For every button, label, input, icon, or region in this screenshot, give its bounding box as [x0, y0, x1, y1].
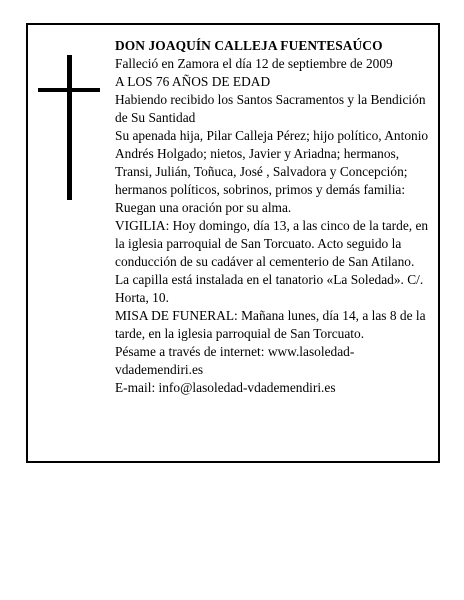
cross-vertical-bar: [67, 55, 72, 200]
cross-icon: [38, 55, 100, 200]
cross-horizontal-bar: [38, 88, 100, 92]
age-line: A LOS 76 AÑOS DE EDAD: [115, 74, 271, 89]
prayer-request: Ruegan una oración por su alma.: [115, 200, 292, 215]
obituary-notice: [26, 23, 440, 463]
condolences-web: Pésame a través de internet: www.lasoledad-vdademendiri.es: [115, 344, 355, 377]
death-date-line: Falleció en Zamora el día 12 de septiembre de 2009: [115, 56, 393, 71]
family-list: Su apenada hija, Pilar Calleja Pérez; hijo político, Antonio Andrés Holgado; nietos, Javier y Ariadna; hermanos, Transi, Julián, Toñuca, José , Salvadora y Concepción; hermanos políticos, sobrinos, primos y demás familia:: [115, 128, 429, 197]
vigil-info: VIGILIA: Hoy domingo, día 13, a las cinco de la tarde, en la iglesia parroquial de San Torcuato. Acto seguido la conducción de su cadáver al cementerio de San Atilano.: [115, 218, 429, 269]
chapel-info: La capilla está instalada en el tanatorio «La Soledad». C/. Horta, 10.: [115, 272, 424, 305]
contact-email: E-mail: info@lasoledad-vdademendiri.es: [115, 380, 336, 395]
deceased-name: DON JOAQUÍN CALLEJA FUENTESAÚCO: [115, 38, 383, 53]
sacraments-line: Habiendo recibido los Santos Sacramentos y la Bendición de Su Santidad: [115, 92, 426, 125]
notice-text: [115, 37, 435, 397]
funeral-mass-info: MISA DE FUNERAL: Mañana lunes, día 14, a las 8 de la tarde, en la iglesia parroquial de San Torcuato.: [115, 308, 426, 341]
